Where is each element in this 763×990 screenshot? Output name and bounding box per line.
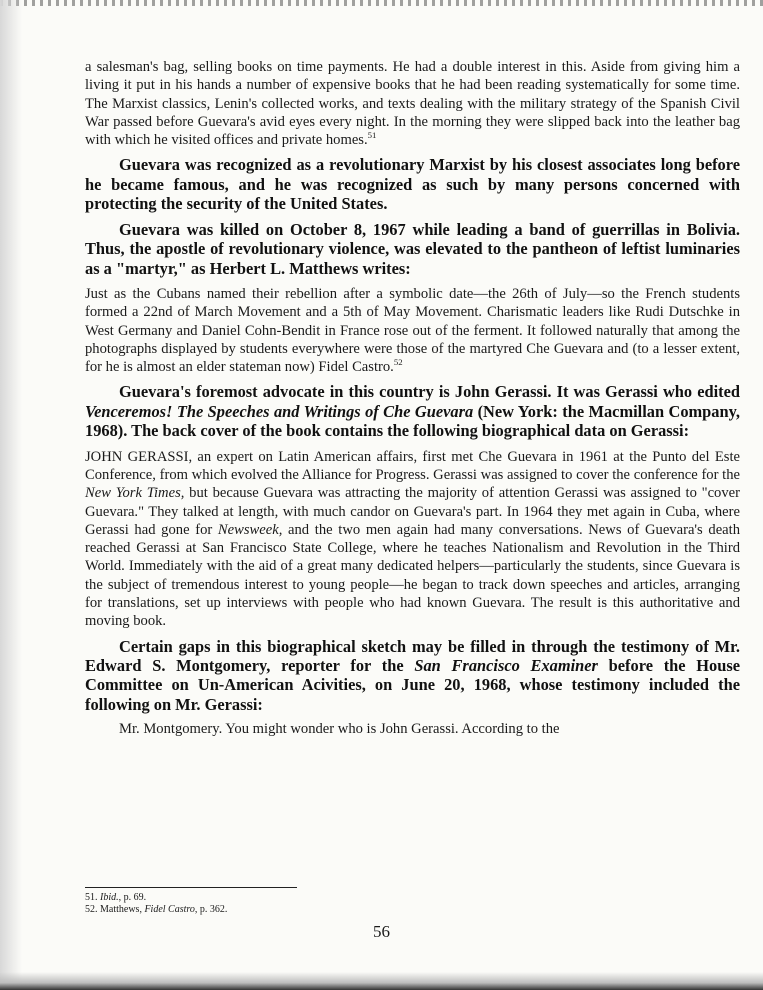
footnote-rule xyxy=(85,887,297,888)
paragraph-text: (New York: the Macmillan Company, 1968). The back cover of the book contains the following biographical data on Gerassi: xyxy=(85,401,740,441)
quote-text: but because Guevara was attracting the majority of attention Gerassi was assigned to "cover Guevara." They talked at length, with much candor on Guevara's part. In 1964 they met again in Cuba, where Gerassi had gone for xyxy=(85,485,740,538)
paragraph-killed: Guevara was killed on October 8, 1967 while leading a band of guerrillas in Bolivia. Thus, the apostle of revolutionary violence, was elevated to the pantheon of leftist luminaries as a "martyr," as Herbert L. Matthews writes: xyxy=(85,219,740,278)
paragraph-text: Guevara's foremost advocate in this country is John Gerassi. It was Gerassi who edited xyxy=(119,382,740,402)
testimony-quote: Mr. Montgomery. You might wonder who is John Gerassi. According to the xyxy=(119,721,560,738)
footnote-number: 52. xyxy=(85,903,98,915)
footnote-author: Matthews, xyxy=(100,903,142,915)
footnote-51 xyxy=(85,892,227,904)
publication-name: Newsweek, xyxy=(217,521,283,538)
page-body xyxy=(85,58,740,739)
paragraph-text: before the House Committee on Un-American Acivities, on June 20, 1968, whose testimony included the following on Mr. Gerassi: xyxy=(85,656,740,714)
block-quote-salesman xyxy=(85,58,740,149)
publication-name: New York Times, xyxy=(85,485,185,502)
paragraph-gaps xyxy=(85,637,740,715)
paragraph-gerassi xyxy=(85,382,740,440)
footnote-page: , p. 69. xyxy=(118,892,147,903)
quote-text: JOHN GERASSI, an expert on Latin American affairs, first met Che Guevara in 1961 at the Punto del Este Conference, from which evolved the Alliance for Progress. Gerassi was assigned to cover the conference for the xyxy=(85,448,740,483)
paragraph-text: Certain gaps in this biographical sketch may be filled in through the testimony of Mr. Edward S. Montgomery, reporter for the xyxy=(85,636,740,675)
publication-name: San Francisco Examiner xyxy=(414,656,598,675)
page-left-shadow xyxy=(0,0,22,990)
footnote-marker: 51 xyxy=(367,130,377,141)
footnote-source: Fidel Castro xyxy=(144,903,195,915)
paragraph-recognized: Guevara was recognized as a revolutionary Marxist by his closest associates long before he became famous, and he was recognized as such by many persons concerned with protecting the security of the United States. xyxy=(85,155,740,214)
page-number: 56 xyxy=(373,922,390,941)
book-title: Venceremos! The Speeches and Writings of Che Guevara xyxy=(85,401,474,421)
footnote-page: , p. 362. xyxy=(194,903,228,915)
footnote-number: 51. xyxy=(85,892,98,903)
quote-text: and the two men again had many conversations. News of Guevara's death reached Gerassi at San Francisco State College, where he teaches Nationalism and Revolution in the Third World. Immediately with the aid of a great many dedicated helpers—particularly the students, since Guevara is the subject of tremendous interest to young people—he began to track down speeches and articles, arranging for translations, set up interviews with people who had known Guevara. The result is this authoritative and moving book. xyxy=(85,521,740,630)
footnote-marker: 52 xyxy=(393,357,403,368)
quote-text: a salesman's bag, selling books on time payments. He had a double interest in this. Aside from giving him a living it put in his hands a number of expensive books that he had been reading systematically for some time. The Marxist classics, Lenin's collected works, and texts dealing with the military strategy of the Spanish Civil War passed before Guevara's avid eyes every night. In the morning they were slipped back into the leather bag with which he visited offices and private homes. xyxy=(85,59,740,149)
page-top-edge xyxy=(0,0,763,6)
block-quote-matthews xyxy=(85,285,740,376)
page-bottom-edge xyxy=(0,972,763,990)
footnote-52 xyxy=(85,904,227,916)
block-quote-back-cover xyxy=(85,448,740,631)
footnotes xyxy=(85,892,227,915)
footnote-source: Ibid. xyxy=(100,892,119,903)
quote-text: Just as the Cubans named their rebellion after a symbolic date—the 26th of July—so the French students formed a 22nd of March Movement and a 5th of May Movement. Charismatic leaders like Rudi Dutschke in West Germany and Daniel Cohn-Bendit in France rose out of the ferment. It followed naturally that among the photographs displayed by students everywhere were those of the martyred Che Guevara and (to a lesser extent, for he is almost an elder stateman now) Fidel Castro. xyxy=(85,285,740,376)
